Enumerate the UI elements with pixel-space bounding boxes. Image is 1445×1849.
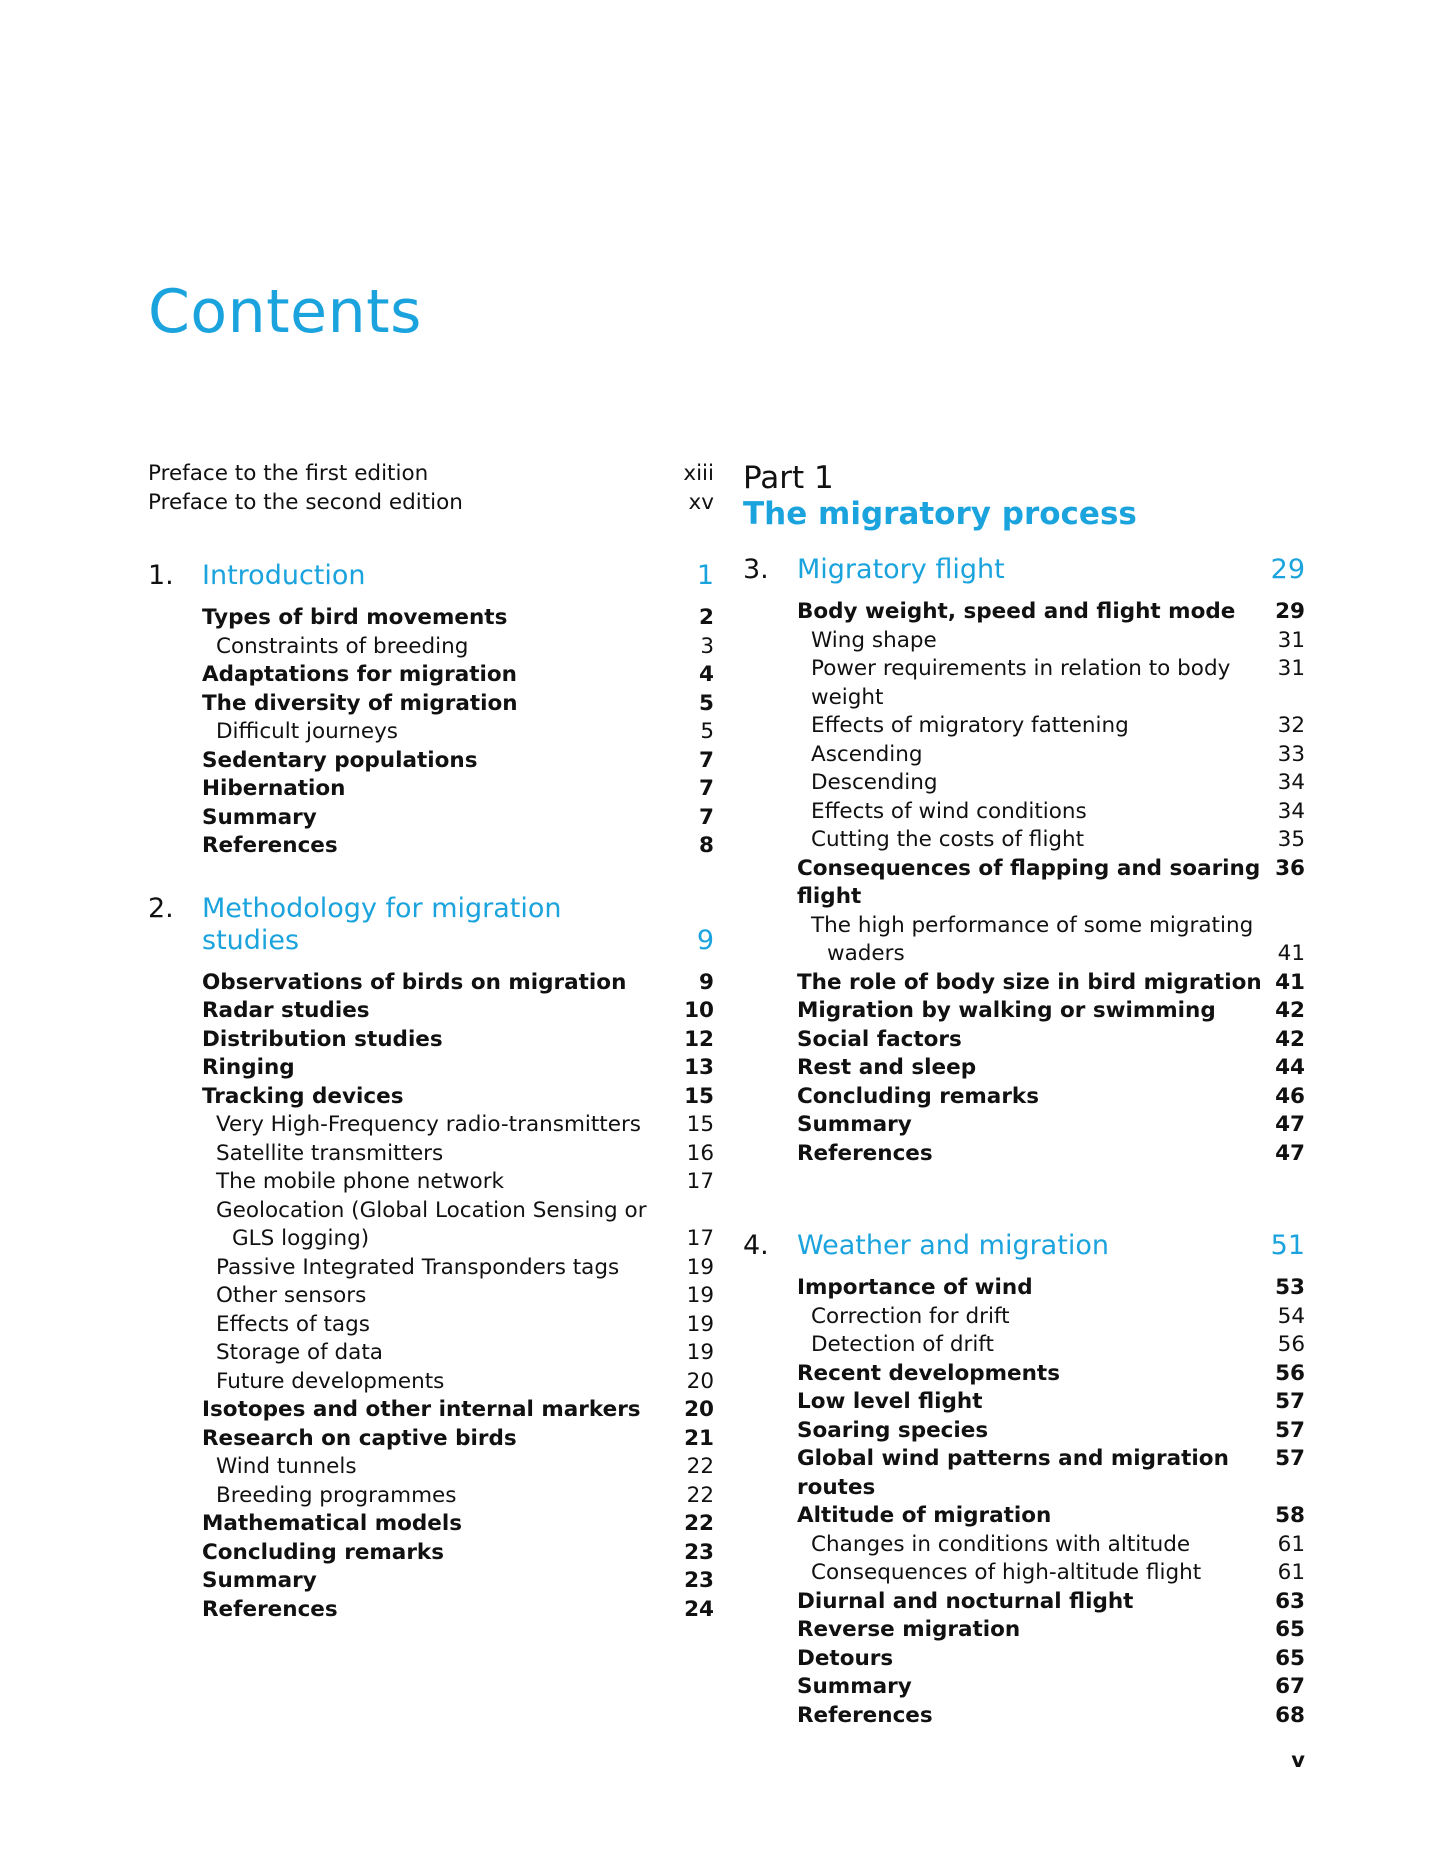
toc-entry-label: Sedentary populations — [202, 747, 478, 773]
toc-entry-page: xiii — [683, 461, 714, 486]
toc-entry-page: 19 — [686, 1283, 714, 1308]
toc-entry-page: 63 — [1275, 1588, 1305, 1614]
toc-entry[interactable] — [148, 1425, 714, 1454]
toc-entry-page: 20 — [684, 1397, 714, 1422]
toc-entry-page: 47 — [1275, 1112, 1305, 1137]
toc-entry[interactable] — [743, 798, 1305, 827]
toc-entry[interactable] — [148, 1539, 714, 1568]
toc-entry-label: References — [797, 1140, 933, 1166]
chapter-heading-2[interactable] — [148, 893, 714, 957]
toc-entry-label: Low level flight — [797, 1389, 983, 1414]
toc-entry[interactable] — [743, 1140, 1305, 1169]
toc-entry-page: 42 — [1275, 998, 1305, 1023]
toc-entry-label: Effects of wind conditions — [811, 798, 1087, 824]
toc-entry-label: Social factors — [797, 1026, 962, 1052]
toc-entry[interactable] — [148, 1567, 714, 1596]
toc-entry[interactable] — [148, 1368, 714, 1397]
toc-entry[interactable] — [148, 489, 714, 518]
toc-entry-page: 7 — [699, 776, 714, 801]
toc-entry-label: Consequences of flapping and soaring flight — [797, 855, 1261, 909]
toc-entry-page: 13 — [684, 1055, 714, 1080]
chapter-heading-4[interactable] — [743, 1230, 1305, 1262]
toc-entry[interactable] — [743, 627, 1305, 656]
toc-entry-label: Concluding remarks — [202, 1539, 445, 1565]
chapter-title: Introduction — [202, 560, 366, 591]
toc-entry[interactable] — [743, 1531, 1305, 1560]
toc-entry-page: 41 — [1277, 941, 1305, 966]
part-title: The migratory process — [743, 496, 1137, 532]
toc-entry[interactable] — [148, 604, 714, 633]
toc-entry-label: Types of bird movements — [202, 605, 508, 630]
toc-entry-label: Tracking devices — [202, 1083, 404, 1109]
toc-entry[interactable] — [743, 1445, 1305, 1502]
toc-entry-label: References — [797, 1702, 933, 1728]
toc-entry-label: The high performance of some migrating — [811, 912, 1254, 938]
toc-entry-label: The role of body size in bird migration — [797, 969, 1262, 995]
toc-entry[interactable] — [743, 997, 1305, 1026]
toc-entry-page: 36 — [1275, 855, 1305, 881]
toc-entry[interactable] — [148, 1197, 714, 1226]
toc-entry-page: 56 — [1275, 1360, 1305, 1386]
toc-entry[interactable] — [743, 969, 1305, 998]
toc-entry[interactable] — [743, 1502, 1305, 1531]
page-folio: v — [1291, 1748, 1305, 1772]
toc-entry-page: 3 — [700, 633, 714, 659]
toc-entry-label: Effects of migratory fattening — [811, 713, 1129, 738]
toc-entry-page: 61 — [1277, 1560, 1305, 1585]
toc-entry-label: Summary — [202, 1568, 317, 1593]
chapter-page: 1 — [696, 560, 714, 591]
toc-entry-label: Correction for drift — [811, 1303, 1010, 1329]
toc-entry[interactable] — [743, 826, 1305, 855]
toc-entry-page: 12 — [684, 1026, 714, 1052]
toc-entry-label: Ringing — [202, 1055, 295, 1080]
toc-entry-page: 33 — [1277, 741, 1305, 767]
toc-entry[interactable] — [148, 969, 714, 998]
chapter-heading-3[interactable] — [743, 554, 1305, 586]
toc-entry-page: 57 — [1275, 1446, 1305, 1471]
toc-entry-page: 5 — [700, 719, 714, 744]
toc-entry-page: 65 — [1275, 1645, 1305, 1671]
chapter-page: 51 — [1270, 1230, 1305, 1261]
toc-entry[interactable] — [148, 1168, 714, 1197]
toc-entry[interactable] — [743, 1331, 1305, 1360]
toc-entry-page: 47 — [1275, 1140, 1305, 1166]
toc-entry[interactable] — [743, 741, 1305, 770]
toc-entry-label: Distribution studies — [202, 1026, 443, 1052]
toc-entry-page: 32 — [1277, 713, 1305, 738]
chapter-2-entries — [148, 969, 714, 1625]
toc-entry-page: 44 — [1275, 1055, 1305, 1080]
toc-entry-label: References — [202, 1596, 338, 1622]
chapter-title-line-1: Methodology for migration — [202, 892, 562, 924]
toc-entry[interactable] — [148, 997, 714, 1026]
chapter-number: 1. — [148, 560, 174, 591]
chapter-number: 3. — [743, 554, 769, 585]
toc-entry[interactable] — [743, 1083, 1305, 1112]
toc-entry-label: Storage of data — [216, 1340, 383, 1365]
toc-entry[interactable] — [743, 1616, 1305, 1645]
toc-entry-label: Descending — [811, 770, 938, 795]
toc-entry-label: Geolocation (Global Location Sensing or — [216, 1197, 647, 1223]
toc-entry-page: 67 — [1275, 1674, 1305, 1699]
toc-entry-label: Other sensors — [216, 1283, 367, 1308]
chapter-heading-1[interactable] — [148, 560, 714, 592]
toc-entry-page: 7 — [699, 804, 714, 830]
toc-entry-page: 61 — [1277, 1531, 1305, 1557]
toc-entry[interactable] — [148, 775, 714, 804]
toc-entry[interactable] — [743, 1702, 1305, 1731]
toc-entry-page: 15 — [686, 1112, 714, 1137]
toc-entry-page: 19 — [686, 1254, 714, 1280]
toc-entry-page: 22 — [686, 1482, 714, 1508]
toc-entry-label: Summary — [797, 1674, 912, 1699]
toc-entry-label: The mobile phone network — [216, 1169, 505, 1194]
toc-entry-page: 9 — [699, 969, 714, 995]
toc-entry[interactable] — [743, 1673, 1305, 1702]
toc-entry[interactable] — [743, 1274, 1305, 1303]
toc-entry-page: 34 — [1277, 798, 1305, 824]
prefaces — [148, 460, 714, 517]
toc-entry-label: Wing shape — [811, 627, 937, 653]
chapter-1-entries — [148, 604, 714, 861]
toc-entry[interactable] — [148, 747, 714, 776]
toc-entry-page: 56 — [1277, 1332, 1305, 1357]
toc-entry-label: Ascending — [811, 741, 923, 767]
toc-entry[interactable] — [148, 1254, 714, 1283]
toc-entry-label: GLS logging) — [232, 1226, 370, 1251]
toc-entry[interactable] — [743, 598, 1305, 627]
toc-entry-page: 24 — [684, 1596, 714, 1622]
toc-entry[interactable] — [148, 1111, 714, 1140]
toc-entry-page: 2 — [699, 605, 714, 630]
toc-entry-page: 7 — [699, 747, 714, 773]
toc-entry[interactable] — [743, 1054, 1305, 1083]
toc-entry[interactable] — [743, 1417, 1305, 1446]
toc-entry[interactable] — [148, 1453, 714, 1482]
toc-entry-page: 34 — [1277, 770, 1305, 795]
chapter-page: 9 — [696, 924, 714, 956]
toc-entry-page: 17 — [686, 1226, 714, 1251]
toc-entry-page: 17 — [686, 1169, 714, 1194]
toc-entry-page: xv — [688, 489, 714, 515]
toc-entry[interactable] — [743, 769, 1305, 798]
toc-entry-label: Importance of wind — [797, 1275, 1033, 1300]
toc-entry[interactable] — [148, 1339, 714, 1368]
toc-entry[interactable] — [743, 1388, 1305, 1417]
toc-entry-label: Power requirements in relation to body weight — [811, 656, 1231, 710]
toc-entry[interactable] — [148, 1282, 714, 1311]
page-title: Contents — [148, 277, 422, 347]
toc-entry-label: Reverse migration — [797, 1617, 1021, 1642]
part-label: Part 1 — [743, 460, 834, 496]
toc-entry[interactable] — [148, 690, 714, 719]
toc-entry[interactable] — [743, 1111, 1305, 1140]
toc-entry-label: Very High-Frequency radio-transmitters — [216, 1112, 642, 1137]
toc-entry[interactable] — [743, 712, 1305, 741]
toc-entry[interactable] — [148, 1510, 714, 1539]
toc-entry-label: Summary — [797, 1112, 912, 1137]
toc-entry-label: Soaring species — [797, 1417, 989, 1443]
toc-entry-page: 19 — [686, 1311, 714, 1337]
toc-entry-label: The diversity of migration — [202, 690, 518, 716]
toc-entry-page: 31 — [1277, 627, 1305, 653]
toc-entry-label: Detours — [797, 1645, 894, 1671]
toc-entry[interactable] — [148, 1026, 714, 1055]
toc-entry[interactable] — [743, 1588, 1305, 1617]
toc-entry-label: Observations of birds on migration — [202, 969, 627, 995]
toc-entry-label: Research on captive birds — [202, 1425, 517, 1451]
chapter-3-entries — [743, 598, 1305, 1168]
toc-entry-page: 5 — [699, 690, 714, 716]
chapter-title-line-2: studies — [202, 924, 300, 956]
toc-entry-label: Diurnal and nocturnal flight — [797, 1588, 1134, 1614]
toc-entry-page: 29 — [1275, 599, 1305, 624]
toc-entry-label: Consequences of high-altitude flight — [811, 1560, 1202, 1585]
toc-entry[interactable] — [148, 1083, 714, 1112]
toc-entry-page: 4 — [699, 662, 714, 687]
toc-entry[interactable] — [148, 1482, 714, 1511]
toc-entry-page: 23 — [684, 1568, 714, 1593]
toc-entry[interactable] — [148, 804, 714, 833]
toc-entry-label: Radar studies — [202, 998, 370, 1023]
toc-entry-page: 16 — [686, 1140, 714, 1166]
toc-entry[interactable] — [743, 1645, 1305, 1674]
toc-entry[interactable] — [148, 1225, 714, 1254]
toc-entry-page: 57 — [1275, 1417, 1305, 1443]
toc-entry-page: 35 — [1277, 827, 1305, 852]
toc-entry-label: Hibernation — [202, 776, 346, 801]
toc-entry[interactable] — [148, 1140, 714, 1169]
toc-entry[interactable] — [148, 1054, 714, 1083]
toc-entry-page: 54 — [1277, 1303, 1305, 1329]
toc-entry[interactable] — [148, 661, 714, 690]
toc-entry[interactable] — [148, 1396, 714, 1425]
toc-entry[interactable] — [148, 1311, 714, 1340]
toc-entry-label: Isotopes and other internal markers — [202, 1397, 641, 1422]
toc-entry-label: Detection of drift — [811, 1332, 994, 1357]
toc-entry-page: 53 — [1275, 1275, 1305, 1300]
toc-entry[interactable] — [148, 633, 714, 662]
toc-entry-label: Summary — [202, 804, 317, 830]
toc-entry-page: 57 — [1275, 1389, 1305, 1414]
toc-entry[interactable] — [743, 855, 1305, 912]
toc-entry-label: Adaptations for migration — [202, 662, 517, 687]
toc-entry-label: Breeding programmes — [216, 1482, 457, 1508]
toc-left-column — [148, 460, 714, 1624]
toc-entry[interactable] — [148, 1596, 714, 1625]
toc-entry-page: 46 — [1275, 1083, 1305, 1109]
chapter-title: Migratory flight — [797, 554, 1005, 585]
toc-entry[interactable] — [743, 1303, 1305, 1332]
toc-entry-page: 42 — [1275, 1026, 1305, 1052]
part-heading — [743, 460, 1305, 532]
toc-entry-label: Effects of tags — [216, 1311, 370, 1337]
toc-entry-page: 21 — [684, 1425, 714, 1451]
toc-entry-page: 10 — [684, 998, 714, 1023]
toc-entry-label: Constraints of breeding — [216, 633, 469, 659]
toc-entry[interactable] — [743, 940, 1305, 969]
toc-entry-page: 41 — [1275, 969, 1305, 995]
toc-entry-page: 20 — [686, 1368, 714, 1394]
toc-entry[interactable] — [743, 1026, 1305, 1055]
toc-entry-page: 22 — [686, 1454, 714, 1479]
chapter-title: Weather and migration — [797, 1230, 1109, 1261]
toc-entry-label: Altitude of migration — [797, 1503, 1052, 1528]
chapter-4-entries — [743, 1274, 1305, 1730]
toc-entry-label: Wind tunnels — [216, 1454, 357, 1479]
toc-entry-label: Mathematical models — [202, 1511, 463, 1536]
toc-entry-label: References — [202, 833, 338, 858]
toc-entry-page: 22 — [684, 1511, 714, 1536]
toc-entry-label: Body weight, speed and flight mode — [797, 599, 1236, 624]
toc-entry[interactable] — [743, 655, 1305, 712]
toc-entry-page: 19 — [686, 1340, 714, 1365]
toc-entry-label: Migration by walking or swimming — [797, 998, 1216, 1023]
toc-entry-label: Satellite transmitters — [216, 1140, 444, 1166]
toc-entry-label: Future developments — [216, 1368, 445, 1394]
toc-right-column — [743, 460, 1305, 1730]
toc-entry-label: Cutting the costs of flight — [811, 827, 1085, 852]
toc-entry-page: 31 — [1277, 656, 1305, 681]
toc-entry[interactable] — [148, 832, 714, 861]
toc-entry[interactable] — [743, 912, 1305, 941]
toc-entry-page: 68 — [1275, 1702, 1305, 1728]
toc-entry-page: 65 — [1275, 1617, 1305, 1642]
toc-entry-label: Concluding remarks — [797, 1083, 1040, 1109]
toc-entry-label: Passive Integrated Transponders tags — [216, 1254, 620, 1280]
toc-entry[interactable] — [148, 460, 714, 489]
toc-entry-page: 15 — [684, 1083, 714, 1109]
chapter-number: 4. — [743, 1230, 769, 1261]
chapter-page: 29 — [1270, 554, 1305, 585]
toc-entry-label: Global wind patterns and migration routes — [797, 1446, 1229, 1500]
toc-entry-page: 58 — [1275, 1503, 1305, 1528]
toc-entry[interactable] — [148, 718, 714, 747]
toc-entry[interactable] — [743, 1360, 1305, 1389]
toc-entry-label: Difficult journeys — [216, 719, 398, 744]
toc-entry-label: Preface to the first edition — [148, 461, 429, 486]
toc-entry-page: 8 — [699, 833, 714, 858]
toc-entry-label: Rest and sleep — [797, 1055, 977, 1080]
chapter-number: 2. — [148, 892, 174, 924]
toc-entry-label: Changes in conditions with altitude — [811, 1531, 1191, 1557]
toc-entry-label: Preface to the second edition — [148, 489, 463, 515]
toc-entry-label: Recent developments — [797, 1360, 1060, 1386]
toc-entry-label: waders — [827, 941, 905, 966]
toc-entry-page: 23 — [684, 1539, 714, 1565]
toc-entry[interactable] — [743, 1559, 1305, 1588]
